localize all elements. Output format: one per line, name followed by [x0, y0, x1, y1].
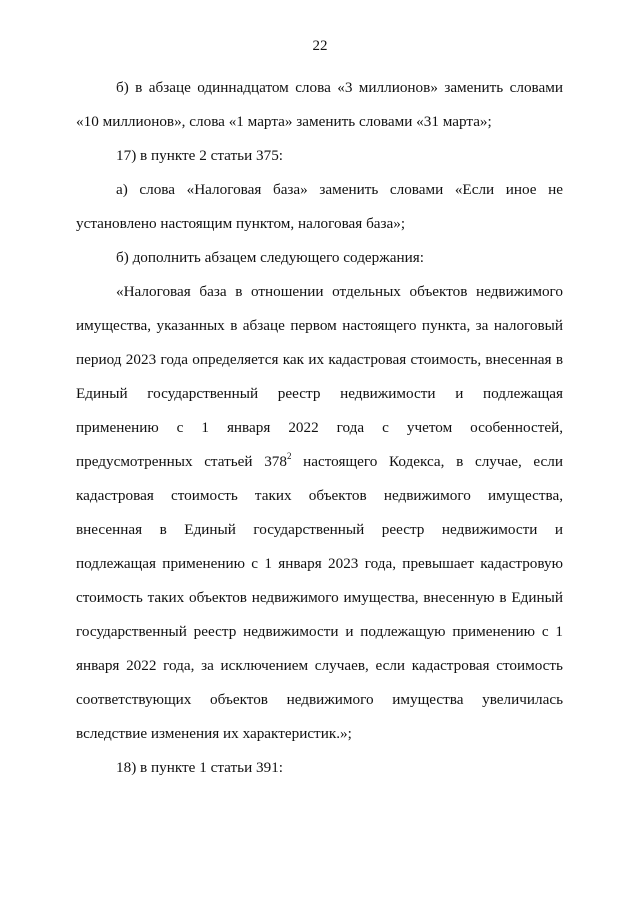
paragraph-new-indent-text [76, 275, 563, 751]
page-number: 22 [312, 38, 328, 54]
paragraph-item-18: 18) в пункте 1 статьи 391: [116, 759, 284, 776]
new-indent-text-part-2: настоящего Кодекса, в случае, если кадастровая стоимость таких объектов недвижимого имущества, внесенная в Единый государственный реестр недвижимости и подлежащая применению с 1 января 2023 года, превышает кадастровую стоимость таких объектов недвижимого имущества, внесенную в Единый государственный реестр недвижимости и подлежащую применению с 1 января 2022 года, за исключением случаев, если кадастровая стоимость соответствующих объектов недвижимого имущества увеличилась вследствие изменения их характеристик.»; [76, 453, 564, 742]
document-body [76, 71, 563, 785]
paragraph-amend-eleventh-indent: б) в абзаце одиннадцатом слова «3 миллионов» заменить словами «10 миллионов», слова «1 марта» заменить словами «31 марта»; [76, 79, 563, 130]
paragraph-item-17: 17) в пункте 2 статьи 375: [116, 147, 284, 164]
new-indent-text-part-1: «Налоговая база в отношении отдельных объектов недвижимого имущества, указанных в абзаце первом настоящего пункта, за налоговый период 2023 года определяется как их кадастровая стоимость, внесенная в Единый государственный реестр недвижимости и подлежащая применению с 1 января 2022 года с учетом особенностей, предусмотренных статьей 378 [76, 283, 563, 470]
paragraph-add-indent: б) дополнить абзацем следующего содержания: [116, 249, 424, 266]
article-superscript: 2 [286, 450, 292, 461]
paragraph-replace-tax-base-words: а) слова «Налоговая база» заменить словами «Если иное не установлено настоящим пунктом, налоговая база»; [76, 181, 563, 232]
